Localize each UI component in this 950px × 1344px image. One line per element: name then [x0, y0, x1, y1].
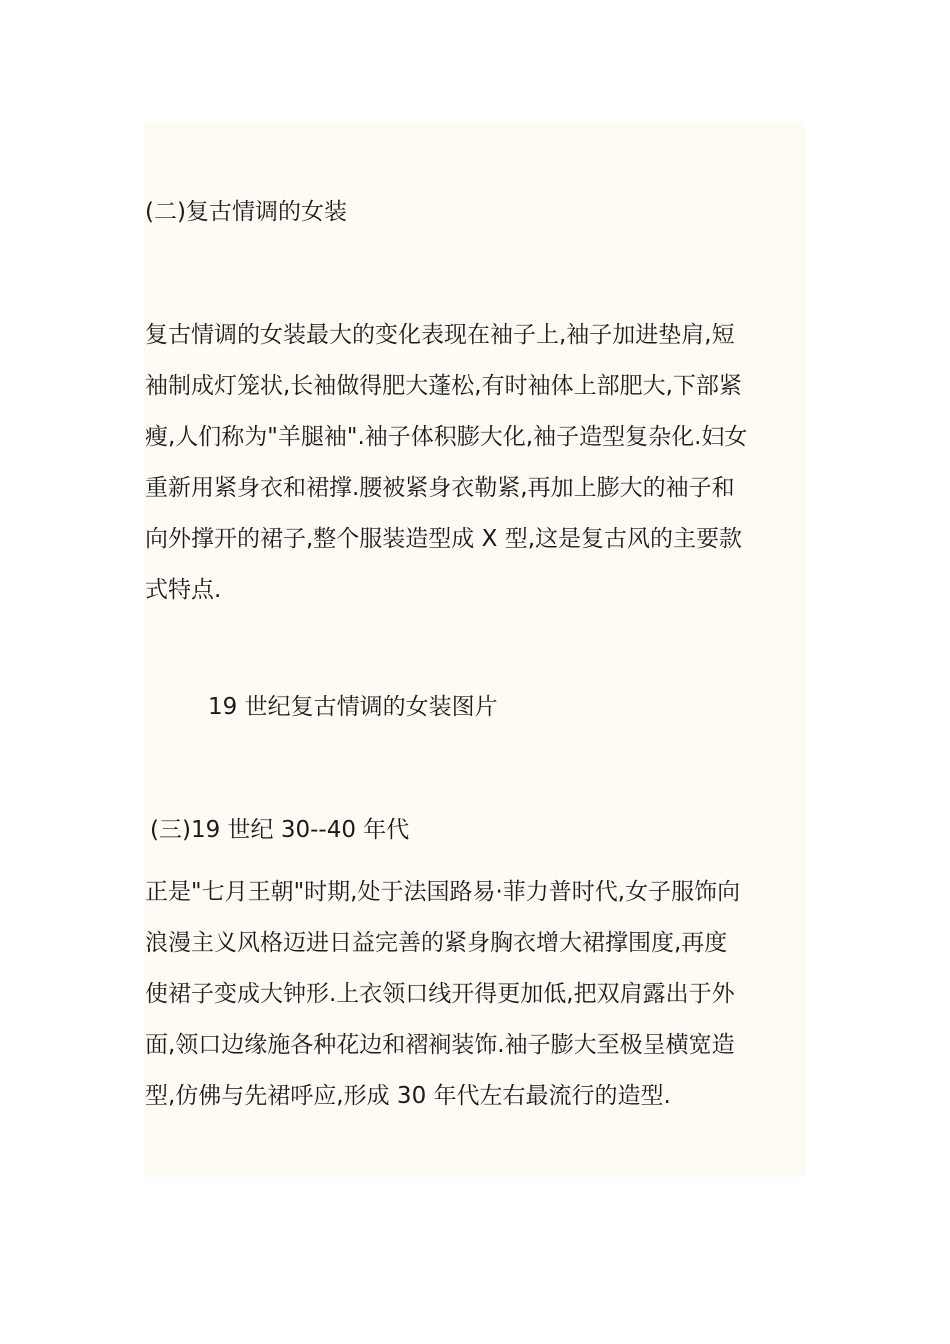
paragraph-line: 袖制成灯笼状,长袖做得肥大蓬松,有时袖体上部肥大,下部紧	[145, 373, 742, 399]
section-2-paragraph	[145, 322, 809, 628]
paragraph-line: 型,仿佛与先裙呼应,形成 30 年代左右最流行的造型.	[145, 1083, 671, 1109]
paragraph-line: 式特点.	[145, 577, 222, 603]
paragraph-line: 面,领口边缘施各种花边和褶裥装饰.袖子膨大至极呈横宽造	[145, 1032, 735, 1058]
section-heading-3: (三)19 世纪 30--40 年代	[150, 817, 410, 843]
paragraph-line: 浪漫主义风格迈进日益完善的紧身胸衣增大裙撑围度,再度	[145, 930, 728, 956]
section-3-paragraph	[145, 879, 809, 1134]
paragraph-line: 正是"七月王朝"时期,处于法国路易·菲力普时代,女子服饰向	[145, 879, 741, 905]
paragraph-line: 使裙子变成大钟形.上衣领口线开得更加低,把双肩露出于外	[145, 981, 735, 1007]
paragraph-line: 向外撑开的裙子,整个服装造型成 X 型,这是复古风的主要款	[145, 526, 743, 552]
paragraph-line: 瘦,人们称为"羊腿袖".袖子体积膨大化,袖子造型复杂化.妇女	[145, 424, 748, 450]
paragraph-line: 复古情调的女装最大的变化表现在袖子上,袖子加进垫肩,短	[145, 322, 735, 348]
section-heading-2: (二)复古情调的女装	[145, 199, 347, 225]
paragraph-line: 重新用紧身衣和裙撑.腰被紧身衣勒紧,再加上膨大的袖子和	[145, 475, 735, 501]
image-caption: 19 世纪复古情调的女装图片	[208, 694, 498, 720]
